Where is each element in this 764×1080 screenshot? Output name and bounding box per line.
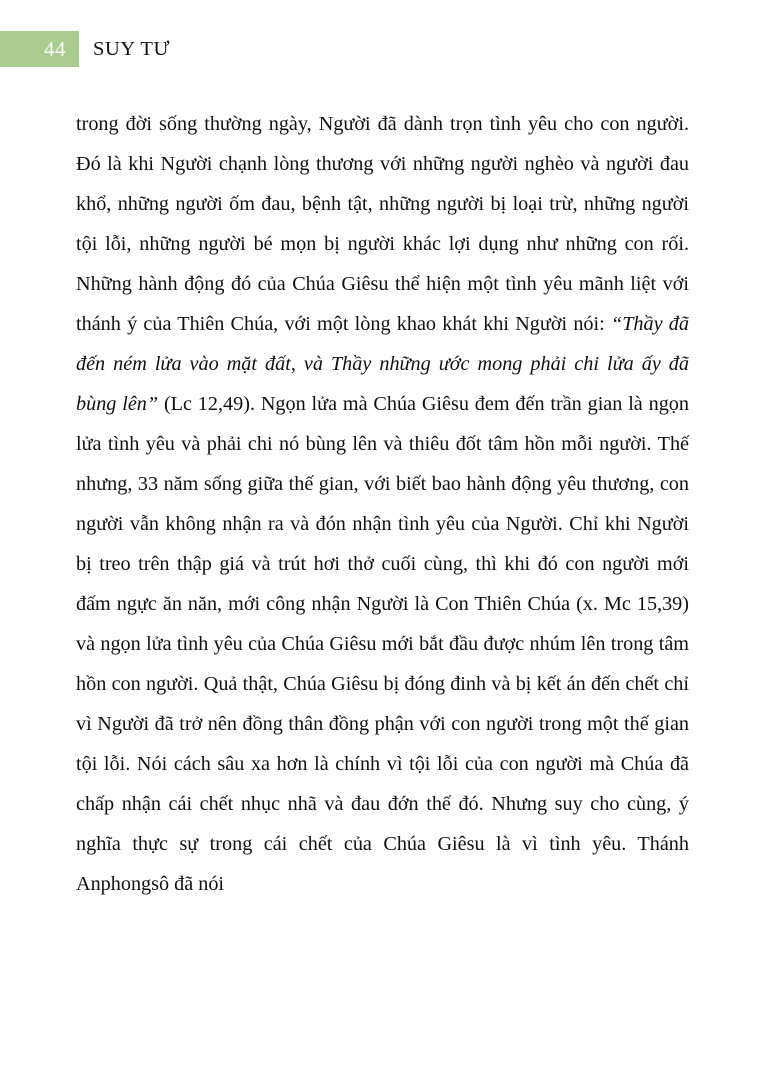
page-number-badge bbox=[0, 31, 79, 67]
body-segment-after-quote: (Lc 12,49). Ngọn lửa mà Chúa Giêsu đem đến trần gian là ngọn lửa tình yêu và phải chi nó bùng lên và thiêu đốt tâm hồn mỗi người. Thế nhưng, 33 năm sống giữa thế gian, với biết bao hành động yêu thương, con người vẫn không nhận ra và đón nhận tình yêu của Người. Chỉ khi Người bị treo trên thập giá và trút hơi thở cuối cùng, thì khi đó con người mới đấm ngực ăn năn, mới công nhận Người là Con Thiên Chúa (x. Mc 15,39) và ngọn lửa tình yêu của Chúa Giêsu mới bắt đầu được nhúm lên trong tâm hồn con người. Quả thật, Chúa Giêsu bị đóng đinh và bị kết án đến chết chỉ vì Người đã trở nên đồng thân đồng phận với con người trong một thế gian tội lỗi. Nói cách sâu xa hơn là chính vì tội lỗi của con người mà Chúa đã chấp nhận cái chết nhục nhã và đau đớn thế đó. Nhưng suy cho cùng, ý nghĩa thực sự trong cái chết của Chúa Giêsu là vì tình yêu. Thánh Anphongsô đã nói bbox=[76, 393, 689, 895]
body-text bbox=[76, 104, 689, 904]
scripture-quote: “Thầy đã đến ném lửa vào mặt đất, và Thầy những ước mong phải chi lửa ấy đã bùng lên” bbox=[76, 313, 689, 415]
running-header bbox=[0, 31, 764, 67]
paragraph bbox=[76, 104, 689, 904]
body-segment-before-quote: trong đời sống thường ngày, Người đã dành trọn tình yêu cho con người. Đó là khi Người chạnh lòng thương với những người nghèo và người đau khổ, những người ốm đau, bệnh tật, những người bị loại trừ, những người tội lỗi, những người bé mọn bị người khác lợi dụng như những con rối. Những hành động đó của Chúa Giêsu thể hiện một tình yêu mãnh liệt với thánh ý của Thiên Chúa, với một lòng khao khát khi Người nói: bbox=[76, 113, 689, 335]
page-number: 44 bbox=[44, 36, 66, 61]
header-title: SUY TƯ bbox=[93, 37, 171, 60]
